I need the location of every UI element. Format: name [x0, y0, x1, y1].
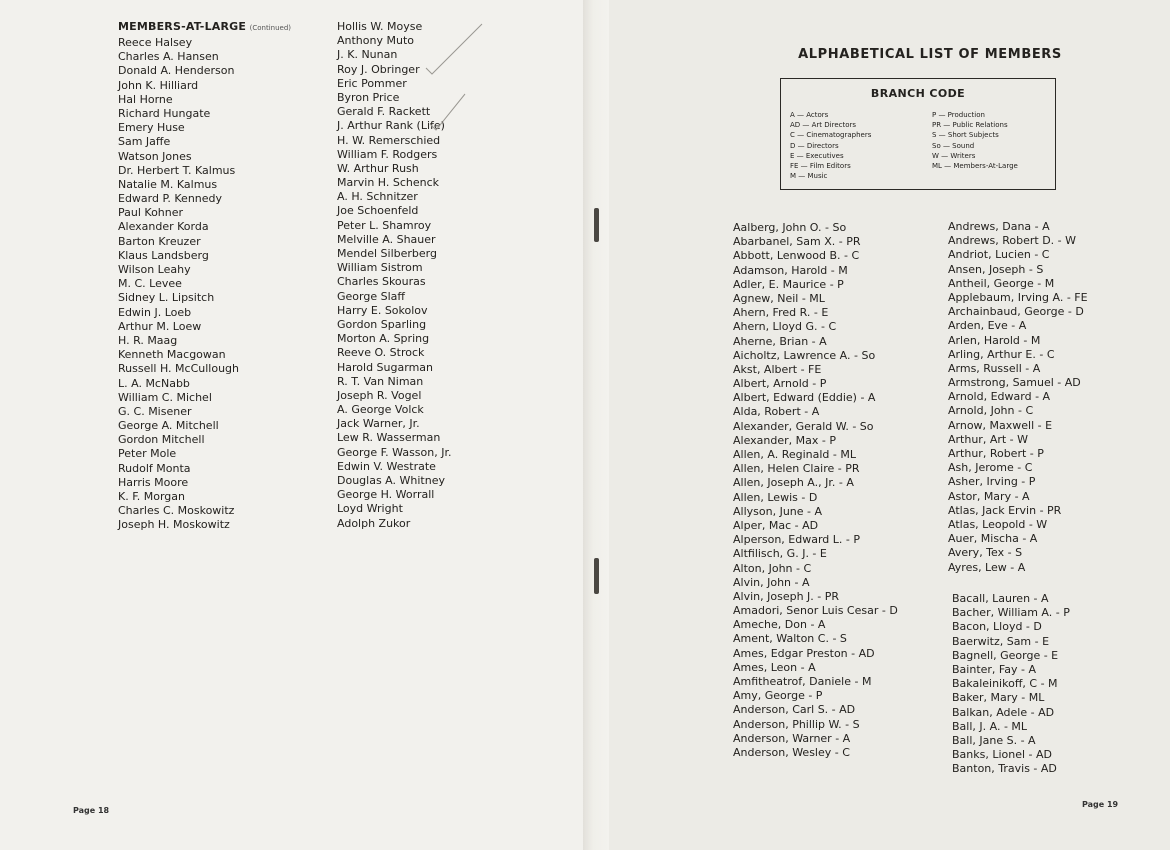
member-name: Arthur M. Loew: [118, 319, 202, 333]
member-name: Jack Warner, Jr.: [337, 417, 420, 431]
member-entry: Arnold, John - C: [948, 404, 1034, 418]
member-entry: Atlas, Leopold - W: [948, 517, 1048, 531]
branch-code-entry: M — Music: [790, 172, 828, 181]
member-entry: Alda, Robert - A: [733, 405, 820, 419]
member-entry: Bacall, Lauren - A: [952, 592, 1049, 605]
branch-code-entry: PR — Public Relations: [932, 121, 1008, 130]
member-entry: Arnow, Maxwell - E: [948, 418, 1053, 432]
member-entry: Allen, Joseph A., Jr. - A: [733, 476, 854, 490]
member-entry: Ament, Walton C. - S: [733, 632, 847, 646]
member-name: R. T. Van Niman: [337, 374, 424, 388]
member-name: K. F. Morgan: [118, 490, 186, 503]
branch-code-list-left: [790, 110, 871, 181]
member-entry: Ansen, Joseph - S: [948, 262, 1044, 276]
member-entry: Bacher, William A. - P: [952, 606, 1070, 620]
member-name: William C. Michel: [118, 390, 212, 404]
member-entry: Bakaleinikoff, C - M: [952, 677, 1058, 691]
member-entry: Bainter, Fay - A: [952, 662, 1036, 676]
member-entry: Adamson, Harold - M: [733, 263, 848, 277]
branch-code-title: BRANCH CODE: [870, 87, 966, 100]
member-name: H. W. Remerschied: [337, 133, 441, 147]
member-entry: Alexander, Max - P: [733, 433, 836, 447]
member-name: Joseph R. Vogel: [337, 388, 422, 402]
member-entry: Albert, Arnold - P: [733, 377, 827, 391]
member-entry: Aherne, Brian - A: [733, 334, 827, 348]
member-entry: Alperson, Edward L. - P: [733, 533, 860, 547]
member-entry: Adler, E. Maurice - P: [733, 277, 844, 291]
branch-code-list-right: [932, 110, 1018, 171]
member-entry: Baker, Mary - ML: [952, 691, 1045, 705]
member-name: George H. Worrall: [337, 488, 435, 502]
member-name: Hollis W. Moyse: [337, 20, 423, 33]
member-entry: Ash, Jerome - C: [948, 461, 1033, 475]
member-name: A. George Volck: [337, 403, 424, 417]
member-name: Loyd Wright: [337, 502, 403, 516]
member-entry: Andrews, Robert D. - W: [948, 234, 1077, 248]
member-entry: Allen, Helen Claire - PR: [733, 462, 860, 476]
member-name: Harry E. Sokolov: [337, 303, 428, 317]
member-name: Emery Huse: [118, 121, 185, 135]
member-entry: Akst, Albert - FE: [733, 362, 822, 376]
member-entry: Altfilisch, G. J. - E: [733, 547, 827, 561]
page-number-left: Page 18: [73, 806, 110, 815]
member-entry: Arms, Russell - A: [948, 361, 1041, 375]
member-name: Charles A. Hansen: [118, 50, 219, 64]
member-entry: Banks, Lionel - AD: [952, 748, 1053, 762]
section-continued-note: (Continued): [249, 24, 292, 32]
member-name: Roy J. Obringer: [337, 62, 420, 76]
branch-code-entry: So — Sound: [932, 141, 975, 150]
member-entry: Alexander, Gerald W. - So: [733, 419, 874, 433]
member-name: Eric Pommer: [337, 76, 407, 90]
branch-code-box: [780, 78, 1056, 190]
branch-code-entry: FE — Film Editors: [790, 161, 851, 170]
member-entry: Armstrong, Samuel - AD: [948, 376, 1081, 390]
member-name: Barton Kreuzer: [118, 234, 201, 248]
member-name: Sam Jaffe: [118, 135, 171, 149]
member-entry: Alvin, John - A: [733, 575, 810, 589]
member-name: Alexander Korda: [118, 220, 209, 234]
member-name: Natalie M. Kalmus: [118, 177, 218, 191]
member-name: Gerald F. Rackett: [337, 105, 431, 119]
member-entry: Abarbanel, Sam X. - PR: [733, 235, 861, 249]
member-name: Watson Jones: [118, 149, 192, 163]
member-name: Morton A. Spring: [337, 332, 430, 346]
branch-code-entry: D — Directors: [790, 141, 839, 150]
branch-code-entry: S — Short Subjects: [932, 131, 999, 140]
member-name: Dr. Herbert T. Kalmus: [118, 163, 236, 177]
member-entry: Allyson, June - A: [733, 504, 823, 518]
member-entry: Ball, Jane S. - A: [952, 733, 1036, 747]
member-name: Edward P. Kennedy: [118, 192, 223, 206]
alphabetical-list-column-1: [733, 221, 898, 760]
member-entry: Auer, Mischa - A: [948, 532, 1038, 546]
members-at-large-column-1: [118, 36, 239, 533]
member-entry: Alper, Mac - AD: [733, 518, 819, 532]
member-entry: Albert, Edward (Eddie) - A: [733, 391, 876, 405]
member-entry: Anderson, Warner - A: [733, 731, 851, 745]
branch-code-entry: ML — Members-At-Large: [932, 161, 1018, 170]
member-name: W. Arthur Rush: [337, 161, 419, 175]
member-name: Anthony Muto: [337, 34, 414, 48]
member-name: John K. Hilliard: [118, 78, 199, 92]
member-name: Charles Skouras: [337, 275, 426, 289]
member-name: J. Arthur Rank (Life): [337, 119, 445, 133]
member-entry: Anderson, Phillip W. - S: [733, 717, 860, 731]
member-name: M. C. Levee: [118, 277, 182, 291]
member-entry: Banton, Travis - AD: [952, 762, 1057, 776]
member-entry: Bagnell, George - E: [952, 648, 1059, 662]
member-name: Joe Schoenfeld: [337, 204, 419, 218]
page-title: ALPHABETICAL LIST OF MEMBERS: [798, 47, 1062, 62]
member-name: Wilson Leahy: [118, 263, 191, 276]
member-name: Rudolf Monta: [118, 461, 191, 475]
member-name: Charles C. Moskowitz: [118, 504, 235, 518]
member-name: J. K. Nunan: [337, 48, 398, 62]
branch-code-entry: AD — Art Directors: [790, 121, 857, 130]
member-entry: Astor, Mary - A: [948, 489, 1030, 503]
member-entry: Aicholtz, Lawrence A. - So: [733, 348, 876, 362]
member-name: Reeve O. Strock: [337, 346, 425, 360]
member-name: Adolph Zukor: [337, 516, 411, 530]
member-name: Lew R. Wasserman: [337, 431, 441, 445]
member-entry: Arlen, Harold - M: [948, 333, 1041, 347]
branch-code-entry: P — Production: [932, 111, 985, 119]
member-entry: Baerwitz, Sam - E: [952, 634, 1050, 648]
member-entry: Andriot, Lucien - C: [948, 248, 1050, 262]
member-name: Peter Mole: [118, 447, 177, 461]
member-entry: Anderson, Carl S. - AD: [733, 703, 856, 717]
member-entry: Atlas, Jack Ervin - PR: [948, 503, 1062, 517]
member-name: Donald A. Henderson: [118, 64, 235, 78]
member-name: Harold Sugarman: [337, 360, 433, 374]
member-name: Russell H. McCullough: [118, 362, 239, 376]
member-entry: Alton, John - C: [733, 561, 812, 575]
member-name: Mendel Silberberg: [337, 247, 437, 260]
member-name: Edwin J. Loeb: [118, 305, 192, 319]
members-at-large-title-block: [118, 20, 291, 34]
member-entry: Allen, A. Reginald - ML: [733, 448, 856, 461]
member-entry: Ahern, Lloyd G. - C: [733, 320, 837, 334]
member-entry: Ames, Leon - A: [733, 660, 816, 674]
member-name: A. H. Schnitzer: [337, 190, 418, 204]
member-entry: Allen, Lewis - D: [733, 490, 818, 504]
member-name: Harris Moore: [118, 475, 189, 489]
member-name: Hal Horne: [118, 92, 173, 106]
alphabetical-list-column-2-b: [952, 592, 1070, 776]
member-entry: Arnold, Edward - A: [948, 390, 1051, 404]
member-name: Peter L. Shamroy: [337, 218, 432, 232]
branch-code-entry: A — Actors: [790, 111, 829, 119]
member-entry: Amfitheatrof, Daniele - M: [733, 675, 872, 688]
member-entry: Asher, Irving - P: [948, 475, 1036, 489]
member-entry: Archainbaud, George - D: [948, 305, 1084, 319]
member-name: William Sistrom: [337, 261, 423, 275]
member-entry: Abbott, Lenwood B. - C: [733, 249, 860, 263]
member-name: Kenneth Macgowan: [118, 348, 226, 362]
member-entry: Aalberg, John O. - So: [733, 221, 847, 234]
member-name: Marvin H. Schenck: [337, 176, 440, 190]
alphabetical-list-column-2-a: [948, 220, 1088, 575]
member-name: Joseph H. Moskowitz: [118, 518, 230, 532]
member-name: Reece Halsey: [118, 36, 193, 49]
member-entry: Amy, George - P: [733, 689, 823, 703]
member-name: Klaus Landsberg: [118, 248, 209, 262]
member-name: George Slaff: [337, 289, 405, 303]
member-name: Edwin V. Westrate: [337, 459, 436, 473]
member-entry: Andrews, Dana - A: [948, 220, 1050, 233]
pencil-check-marks: [410, 20, 490, 140]
member-name: G. C. Misener: [118, 404, 192, 418]
member-name: Richard Hungate: [118, 106, 211, 120]
member-name: H. R. Maag: [118, 333, 178, 347]
member-entry: Amadori, Senor Luis Cesar - D: [733, 604, 898, 618]
member-entry: Balkan, Adele - AD: [952, 705, 1055, 719]
member-entry: Ball, J. A. - ML: [952, 719, 1028, 733]
member-name: Sidney L. Lipsitch: [118, 291, 215, 305]
member-entry: Arthur, Robert - P: [948, 447, 1044, 460]
member-entry: Arden, Eve - A: [948, 319, 1027, 333]
member-entry: Anderson, Wesley - C: [733, 745, 850, 759]
member-name: George F. Wasson, Jr.: [337, 445, 452, 459]
branch-code-entry: E — Executives: [790, 151, 844, 160]
member-entry: Arthur, Art - W: [948, 432, 1029, 446]
member-name: L. A. McNabb: [118, 376, 190, 390]
member-name: Paul Kohner: [118, 206, 184, 220]
member-name: Douglas A. Whitney: [337, 474, 445, 487]
member-entry: Applebaum, Irving A. - FE: [948, 290, 1088, 304]
section-title: MEMBERS-AT-LARGE: [118, 20, 247, 33]
member-entry: Ames, Edgar Preston - AD: [733, 646, 875, 660]
member-entry: Bacon, Lloyd - D: [952, 620, 1042, 634]
member-entry: Ahern, Fred R. - E: [733, 306, 829, 320]
member-name: Byron Price: [337, 90, 400, 104]
member-name: William F. Rodgers: [337, 147, 438, 161]
member-entry: Agnew, Neil - ML: [733, 291, 825, 305]
branch-code-entry: C — Cinematographers: [790, 131, 872, 140]
member-entry: Avery, Tex - S: [948, 546, 1023, 560]
page-number-right: Page 19: [1082, 800, 1119, 809]
member-entry: Ameche, Don - A: [733, 618, 826, 632]
member-name: George A. Mitchell: [118, 419, 219, 433]
member-name: Melville A. Shauer: [337, 232, 436, 246]
member-entry: Alvin, Joseph J. - PR: [733, 589, 840, 603]
member-name: Gordon Mitchell: [118, 433, 205, 447]
member-name: Gordon Sparling: [337, 317, 427, 331]
member-entry: Arling, Arthur E. - C: [948, 347, 1055, 361]
member-entry: Antheil, George - M: [948, 276, 1055, 290]
member-entry: Ayres, Lew - A: [948, 560, 1026, 574]
branch-code-entry: W — Writers: [932, 151, 976, 160]
